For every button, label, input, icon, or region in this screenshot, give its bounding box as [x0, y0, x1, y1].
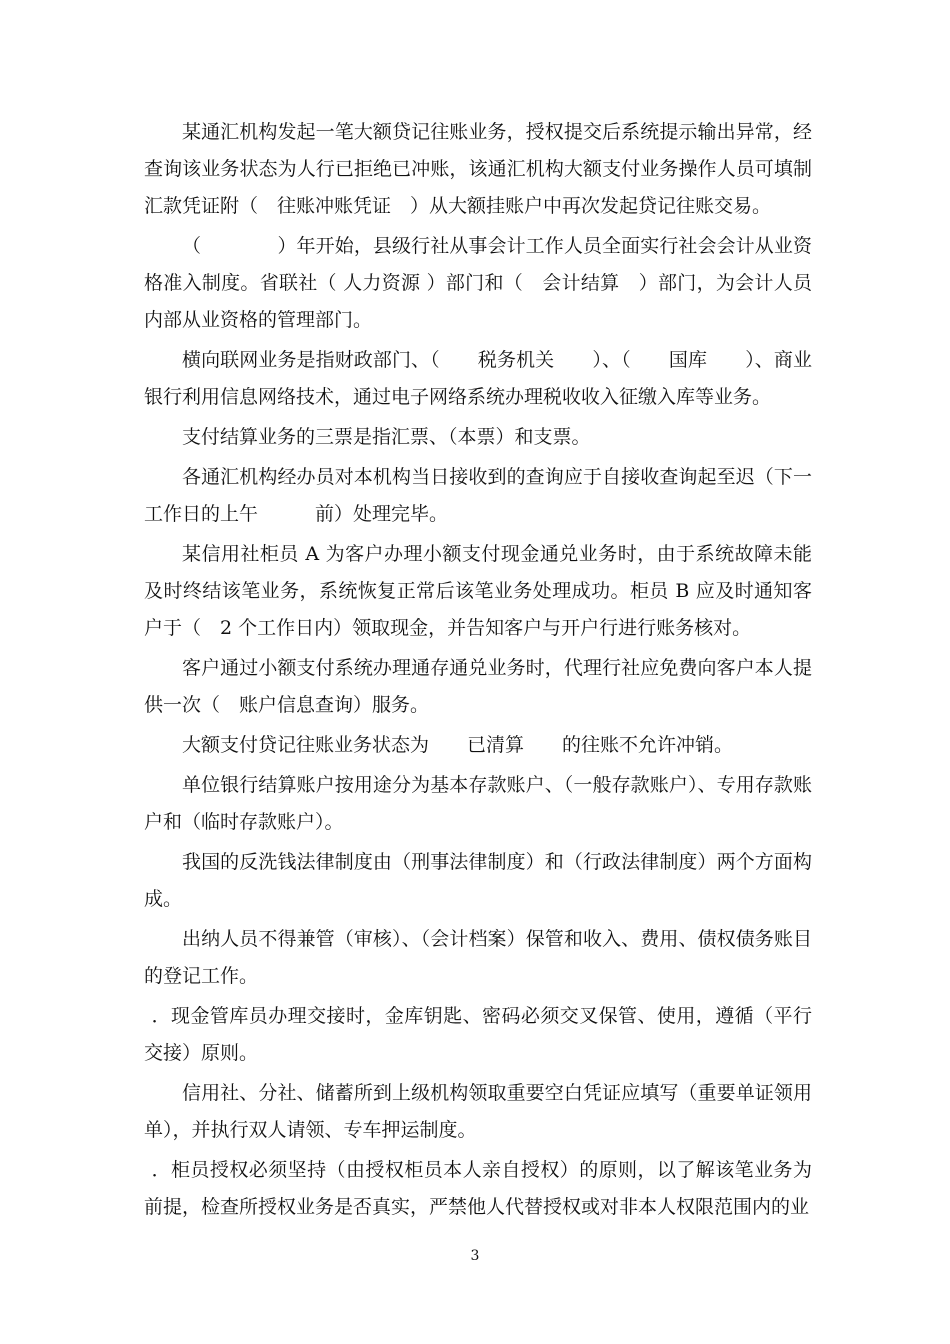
paragraph-11: 出纳人员不得兼管（审核）、（会计档案）保管和收入、费用、债权债务账目的登记工作。	[144, 928, 812, 987]
paragraph-2: （ ）年开始，县级行社从事会计工作人员全面实行社会会计从业资格准入制度。省联社（ 人力资源 ）部门和（ 会计结算 ）部门，为会计人员内部从业资格的管理部门。	[144, 235, 812, 331]
paragraph-6: 某信用社柜员 A 为客户办理小额支付现金通兑业务时，由于系统故障未能及时终结该笔业务，系统恢复正常后该笔业务处理成功。柜员 B 应及时通知客户于（ 2 个工作日内）领取现金，并告知客户与开户行进行账务核对。	[144, 543, 812, 639]
paragraph-9: 单位银行结算账户按用途分为基本存款账户、（一般存款账户）、专用存款账户和（临时存款账户）。	[144, 774, 812, 833]
paragraph-5: 各通汇机构经办员对本机构当日接收到的查询应于自接收查询起至迟（下一工作日的上午 前）处理完毕。	[144, 466, 812, 525]
paragraph-13: 信用社、分社、储蓄所到上级机构领取重要空白凭证应填写（重要单证领用单），并执行双人请领、专车押运制度。	[144, 1082, 812, 1141]
paragraph-12: ．现金管库员办理交接时，金库钥匙、密码必须交叉保管、使用，遵循（平行交接）原则。	[144, 1005, 812, 1064]
paragraph-3: 横向联网业务是指财政部门、（ 税务机关 ）、（ 国库 ）、商业银行利用信息网络技术，通过电子网络系统办理税收收入征缴入库等业务。	[144, 349, 812, 408]
document-body	[144, 114, 812, 1229]
paragraph-1: 某通汇机构发起一笔大额贷记往账业务，授权提交后系统提示输出异常，经查询该业务状态为人行已拒绝已冲账，该通汇机构大额支付业务操作人员可填制汇款凭证附（ 往账冲账凭证 ）从大额挂账户中再次发起贷记往账交易。	[144, 121, 812, 217]
paragraph-8: 大额支付贷记往账业务状态为 已清算 的往账不允许冲销。	[182, 734, 734, 756]
paragraph-7: 客户通过小额支付系统办理通存通兑业务时，代理行社应免费向客户本人提供一次（ 账户信息查询）服务。	[144, 657, 812, 716]
paragraph-4: 支付结算业务的三票是指汇票、（本票）和支票。	[182, 426, 591, 448]
page-number: 3	[470, 1248, 480, 1264]
paragraph-14: ．柜员授权必须坚持（由授权柜员本人亲自授权）的原则，以了解该笔业务为前提，检查所授权业务是否真实，严禁他人代替授权或对非本人权限范围内的业	[144, 1159, 812, 1218]
paragraph-10: 我国的反洗钱法律制度由（刑事法律制度）和（行政法律制度）两个方面构成。	[144, 851, 812, 910]
